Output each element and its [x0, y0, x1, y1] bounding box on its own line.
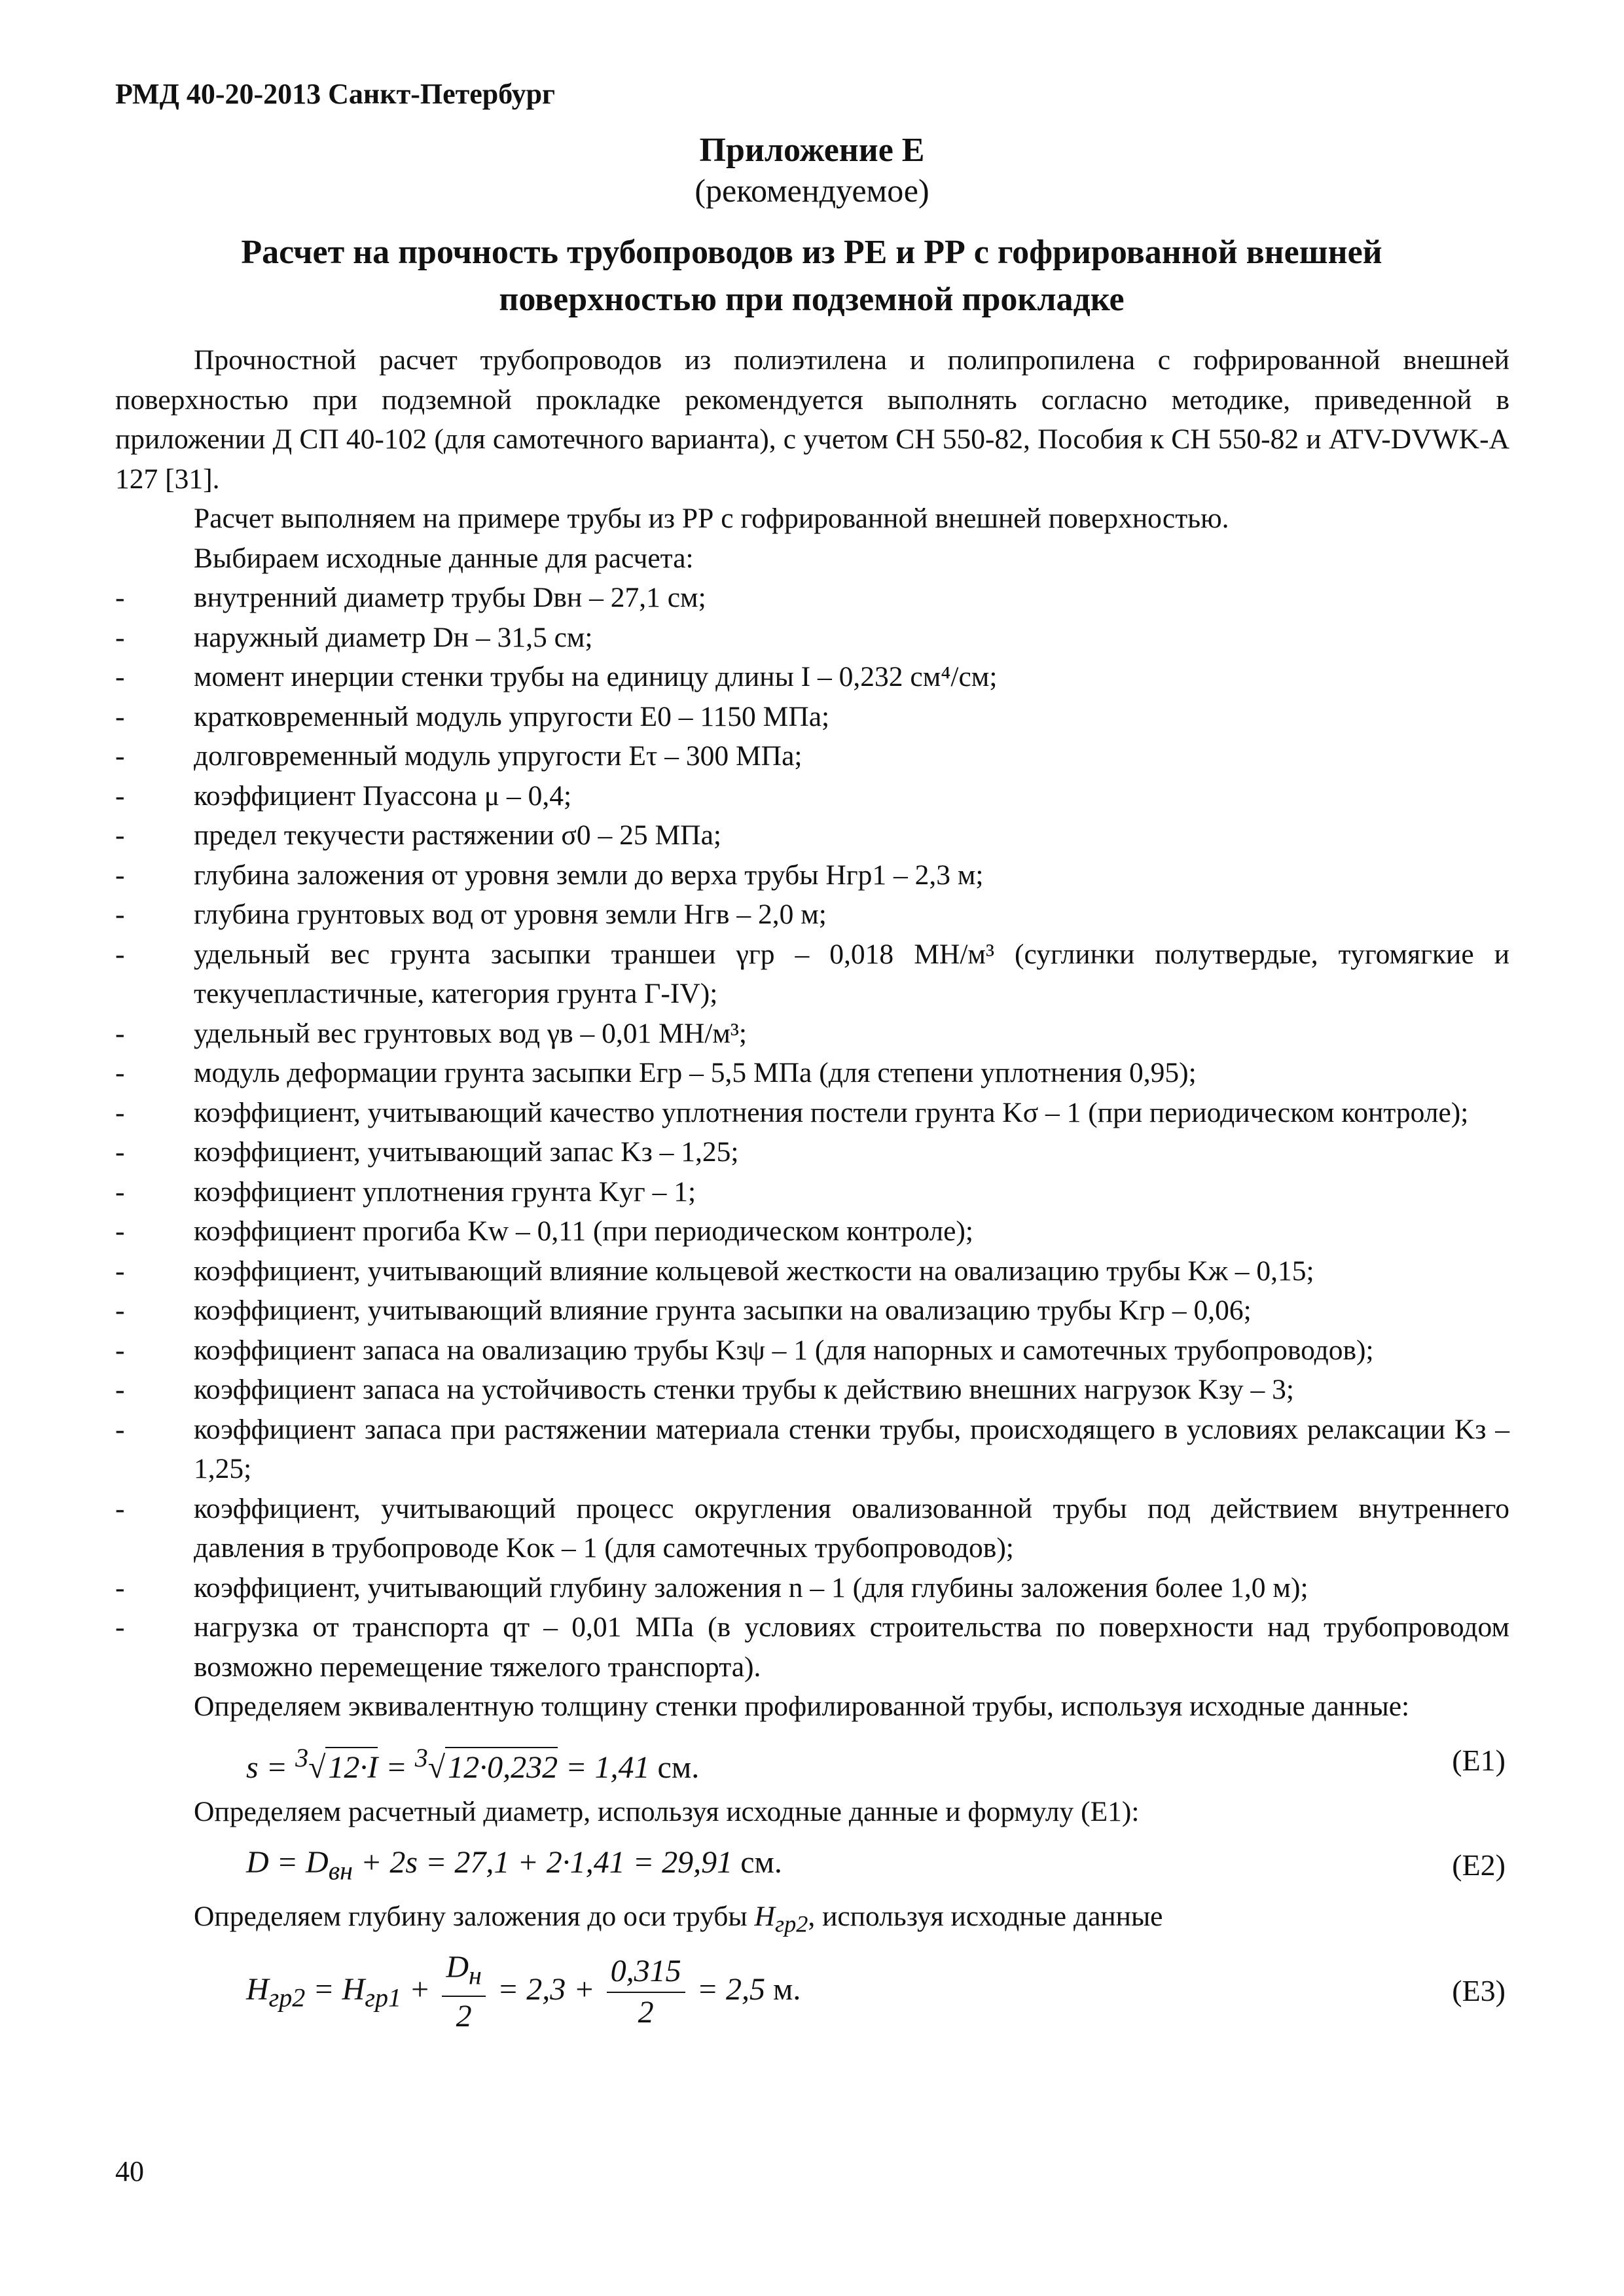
list-bullet: -: [115, 859, 125, 891]
list-item-text: коэффициент запаса на устойчивость стенки трубы к действию внешних нагрузок Kзу – 3;: [194, 1374, 1294, 1405]
list-item-text: модуль деформации грунта засыпки Eгр – 5,5 МПа (для степени уплотнения 0,95);: [194, 1057, 1197, 1088]
list-bullet: -: [115, 582, 125, 613]
list-item-text: коэффициент запаса на овализацию трубы Kзψ – 1 (для напорных и самотечных трубопроводов);: [194, 1334, 1374, 1366]
list-bullet: -: [115, 780, 125, 812]
list-item: [115, 816, 1509, 855]
list-item: [115, 657, 1509, 697]
paragraph-example: Расчет выполняем на примере трубы из РР с гофрированной внешней поверхностью.: [194, 503, 1229, 534]
list-bullet: -: [115, 1413, 125, 1445]
formula-e3-number: (Е3): [1452, 1974, 1506, 2008]
list-item: [115, 776, 1509, 816]
list-item: [115, 1014, 1509, 1054]
list-item-text: коэффициент запаса при растяжении материала стенки трубы, происходящего в условиях релаксации Kз – 1,25;: [194, 1413, 1509, 1484]
section-title: Расчет на прочность трубопроводов из РЕ и РР с гофрированной внешней поверхностью при подземной прокладке: [241, 234, 1382, 318]
list-item: [115, 1211, 1509, 1251]
list-item-text: момент инерции стенки трубы на единицу длины I – 0,232 см⁴/см;: [194, 661, 998, 692]
list-item-text: глубина грунтовых вод от уровня земли Hгв – 2,0 м;: [194, 899, 827, 930]
list-item-text: удельный вес грунта засыпки траншеи γгр – 0,018 МН/м³ (суглинки полутвердые, тугомягкие и текучепластичные, категория грунта Г-IV);: [194, 938, 1509, 1009]
list-item: [115, 1251, 1509, 1291]
running-header: РМД 40-20-2013 Санкт-Петербург: [115, 78, 556, 110]
list-item: [115, 1331, 1509, 1371]
list-item: [115, 1370, 1509, 1410]
list-bullet: -: [115, 1175, 125, 1208]
paragraph-axis-depth: Определяем глубину заложения до оси трубы $H_{гр2}$, используя исходные данные: [194, 1901, 1163, 1937]
intro-paragraph: Прочностной расчет трубопроводов из полиэтилена и полипропилена с гофрированной внешней поверхностью при подземной прокладке рекомендуется выполнять согласно методике, приведенной в приложении Д СП 40-102 (для самотечного варианта), с учетом СН 550-82, Пособия к СН 550-82 и ATV-DVWK-A 127 [31].: [115, 344, 1509, 495]
list-bullet: -: [115, 1611, 125, 1643]
paragraph-design-diameter: Определяем расчетный диаметр, используя исходные данные и формулу (Е1):: [194, 1795, 1140, 1827]
list-bullet: -: [115, 819, 125, 851]
list-bullet: -: [115, 899, 125, 930]
list-bullet: -: [115, 1255, 125, 1287]
list-item-text: предел текучести растяжении σ0 – 25 МПа;: [194, 819, 721, 851]
paragraph-input-data: Выбираем исходные данные для расчета:: [194, 542, 694, 574]
list-bullet: -: [115, 1374, 125, 1405]
list-item-text: коэффициент прогиба Kw – 0,11 (при периодическом контроле);: [194, 1215, 974, 1247]
list-item: [115, 578, 1509, 618]
list-bullet: -: [115, 700, 125, 732]
formula-e1-expression: s = $^3$√12·I = $^3$√12·0,232 = 1,41 см.: [246, 1738, 699, 1788]
list-item-text: коэффициент, учитывающий качество уплотнения постели грунта Kσ – 1 (при периодическом контроле);: [194, 1096, 1469, 1128]
list-item-text: долговременный модуль упругости Eτ – 300 МПа;: [194, 740, 803, 772]
list-item-text: нагрузка от транспорта qт – 0,01 МПа (в условиях строительства по поверхности над трубопроводом возможно перемещение тяжелого транспорта).: [194, 1611, 1509, 1683]
list-bullet: -: [115, 1334, 125, 1366]
appendix-subtitle: (рекомендуемое): [695, 172, 929, 209]
list-item: [115, 1132, 1509, 1172]
list-bullet: -: [115, 1295, 125, 1326]
list-bullet: -: [115, 1571, 125, 1604]
list-bullet: -: [115, 661, 125, 692]
formula-e1: [115, 1727, 1509, 1792]
list-item-text: внутренний диаметр трубы Dвн – 27,1 см;: [194, 582, 706, 613]
list-bullet: -: [115, 1057, 125, 1088]
list-bullet: -: [115, 1492, 125, 1524]
list-item-text: коэффициент, учитывающий влияние грунта засыпки на овализацию трубы Kгр – 0,06;: [194, 1295, 1252, 1326]
list-item: [115, 935, 1509, 1014]
list-item-text: коэффициент уплотнения грунта Kуг – 1;: [194, 1175, 696, 1208]
list-item-text: коэффициент, учитывающий запас Kз – 1,25;: [194, 1136, 739, 1168]
list-bullet: -: [115, 1017, 125, 1049]
list-item: [115, 1172, 1509, 1212]
list-item-text: кратковременный модуль упругости E0 – 1150 МПа;: [194, 700, 830, 732]
formula-e2-expression: $D = D_{вн} + 2s = 27,1 + 2\cdot 1,41 = 29,91$ см.: [246, 1845, 782, 1886]
list-bullet: -: [115, 1136, 125, 1168]
list-item: [115, 618, 1509, 658]
list-item: [115, 1489, 1509, 1568]
list-item-text: удельный вес грунтовых вод γв – 0,01 МН/м³;: [194, 1017, 747, 1049]
list-bullet: -: [115, 621, 125, 653]
list-item-text: коэффициент, учитывающий влияние кольцевой жесткости на овализацию трубы Kж – 0,15;: [194, 1255, 1314, 1287]
document-body: [115, 340, 1509, 2042]
list-item-text: наружный диаметр Dн – 31,5 см;: [194, 621, 593, 653]
list-item: [115, 1607, 1509, 1687]
list-item: [115, 895, 1509, 935]
list-item-text: коэффициент Пуассона μ – 0,4;: [194, 780, 572, 812]
list-item-text: глубина заложения от уровня земли до верха трубы Hгр1 – 2,3 м;: [194, 859, 984, 891]
list-item: [115, 736, 1509, 776]
list-bullet: -: [115, 938, 125, 970]
list-item: [115, 1568, 1509, 1608]
formula-e3: [115, 1944, 1509, 2042]
list-bullet: -: [115, 1215, 125, 1247]
list-item: [115, 697, 1509, 737]
list-item: [115, 1093, 1509, 1133]
formula-e1-number: (Е1): [1452, 1743, 1506, 1777]
list-bullet: -: [115, 1096, 125, 1128]
paragraph-wall-thickness: Определяем эквивалентную толщину стенки профилированной трубы, используя исходные данные:: [194, 1691, 1410, 1722]
list-item: [115, 855, 1509, 895]
formula-e2: [115, 1831, 1509, 1897]
appendix-title: Приложение Е: [699, 132, 925, 169]
list-item: [115, 1410, 1509, 1489]
page-number: 40: [115, 2155, 144, 2187]
input-data-list: [115, 578, 1509, 1687]
formula-e2-number: (Е2): [1452, 1848, 1506, 1882]
list-bullet: -: [115, 740, 125, 772]
list-item: [115, 1053, 1509, 1093]
formula-e3-expression: $H_{гр2} = H_{гр1}$ + $\frac{D_н}{2}$ = 2,3 + $\frac{0,315}{2}$ = 2,5 м.: [246, 1948, 801, 2037]
list-item-text: коэффициент, учитывающий глубину заложения n – 1 (для глубины заложения более 1,0 м);: [194, 1571, 1308, 1604]
list-item-text: коэффициент, учитывающий процесс округления овализованной трубы под действием внутреннего давления в трубопроводе Kок – 1 (для самотечных трубопроводов);: [194, 1492, 1509, 1564]
list-item: [115, 1291, 1509, 1331]
